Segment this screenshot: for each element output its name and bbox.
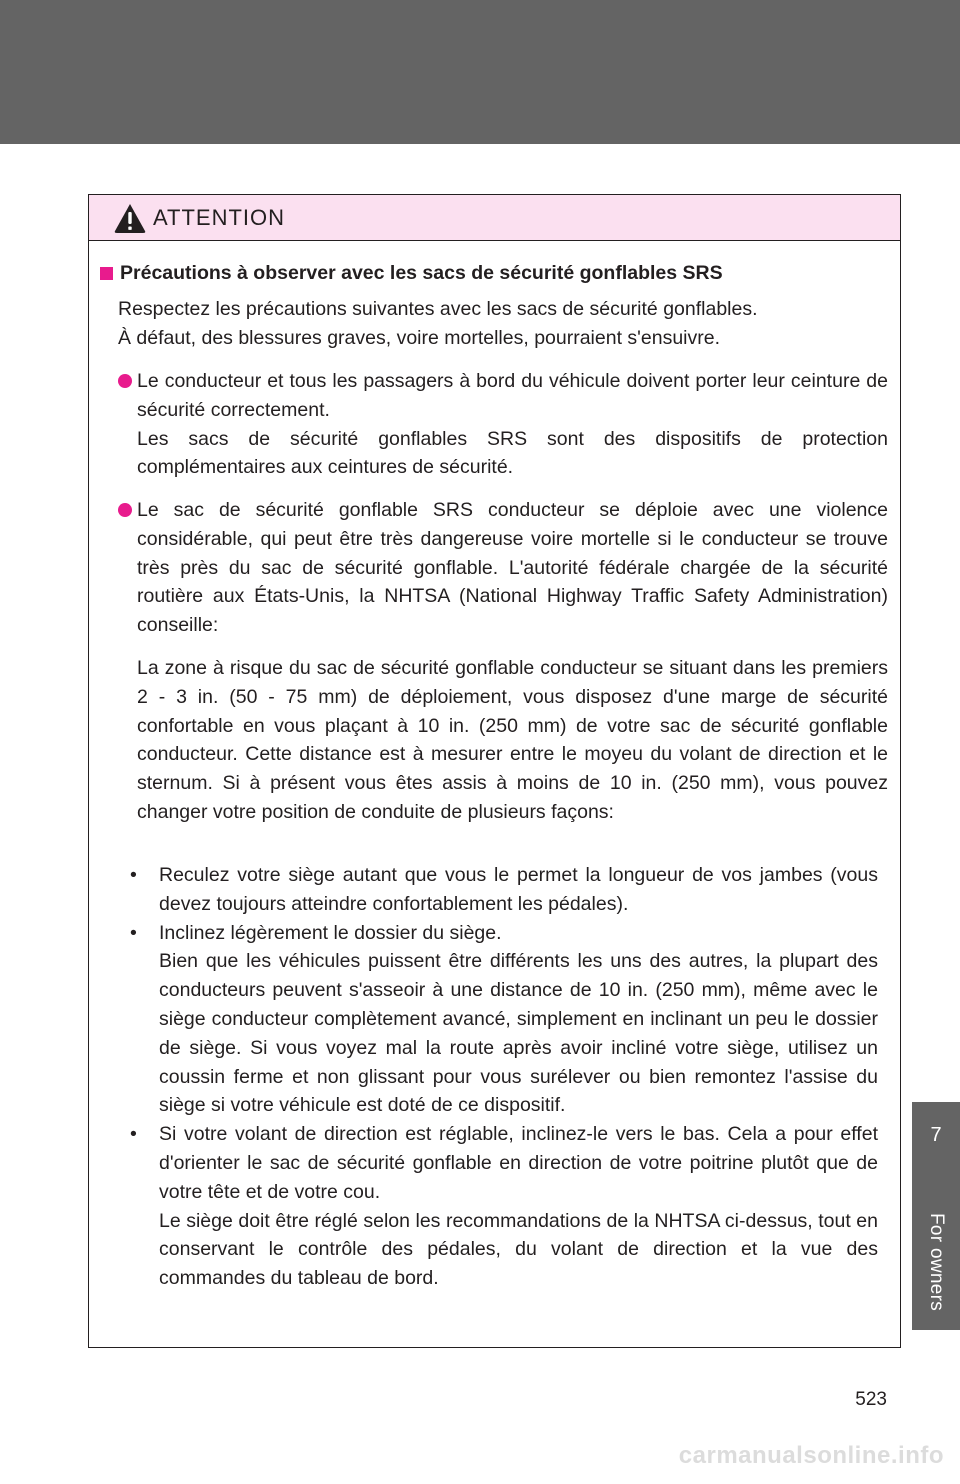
bullet-driver-airbag: [118, 496, 888, 640]
caution-box: [88, 194, 901, 1348]
bullet-text: Les sacs de sécurité gonflables SRS sont des dispositifs de protection complémentaires aux ceintures de sécurité.: [137, 427, 888, 479]
sub-item-text: Inclinez légèrement le dossier du siège.: [159, 921, 502, 944]
watermark: carmanualsonline.info: [678, 1442, 944, 1469]
intro-text: [118, 295, 888, 353]
nhtsa-advice-paragraph: La zone à risque du sac de sécurité gonflable conducteur se situant dans les premiers 2 - 3 in. (50 - 75 mm) de déploiement, vous disposez d'une marge de sécurité confortable en vous plaçant à 10 in. (250 mm) de votre sac de sécurité gonflable conducteur. Cette distance est à mesurer entre le moyeu du volant de direction et le sternum. Si à présent vous êtes assis à moins de 10 in. (250 mm), vous pouvez changer votre position de conduite de plusieurs façons:: [137, 657, 888, 823]
section-heading: [100, 259, 890, 288]
sub-list: [130, 861, 878, 1293]
square-bullet-icon: [100, 267, 113, 280]
intro-line: Respectez les précautions suivantes avec les sacs de sécurité gonflables.: [118, 298, 758, 320]
bullet-text: Le conducteur et tous les passagers à bord du véhicule doivent porter leur ceinture de sécurité correctement.: [137, 370, 888, 421]
sub-bullet: •: [130, 921, 137, 944]
bullet-text: Le sac de sécurité gonflable SRS conducteur se déploie avec une violence considérable, qui peut être très dangereuse voire mortelle si le conducteur se trouve très près du sac de sécurité gonflable. L'autorité fédérale chargée de la sécurité routière aux États-Unis, la NHTSA (National Highway Traffic Safety Administration) conseille:: [137, 499, 888, 637]
chapter-label: For owners: [926, 1212, 947, 1312]
sub-list-item: [130, 919, 878, 1121]
caution-title: ATTENTION: [153, 205, 286, 230]
page-number: 523: [855, 1389, 887, 1410]
round-bullet-icon: [118, 374, 132, 388]
warning-triangle-icon: [113, 202, 147, 234]
chapter-number: 7: [930, 1124, 942, 1146]
intro-line: À défaut, des blessures graves, voire mortelles, pourraient s'ensuivre.: [118, 326, 721, 349]
round-bullet-icon: [118, 503, 132, 517]
sub-item-text: Si votre volant de direction est réglable, inclinez-le vers le bas. Cela a pour effet d'orienter le sac de sécurité gonflable en direction de votre poitrine plutôt que de votre tête et de votre cou.: [159, 1123, 878, 1203]
sub-list-item: [130, 1120, 878, 1293]
page-header-band: [0, 0, 960, 144]
sub-item-text: Bien que les véhicules puissent être différents les uns des autres, la plupart des conducteurs peuvent s'asseoir à une distance de 10 in. (250 mm), même avec le siège conducteur complètement avancé, simplement en inclinant un peu le dossier de siège. Si vous voyez mal la route après avoir incliné votre siège, utilisez un coussin ferme et non glissant pour vous surélever ou bien remontez l'assise du siège si votre véhicule est doté de ce dispositif.: [159, 950, 878, 1117]
bullet-seatbelt: [118, 367, 888, 482]
sub-bullet: •: [130, 1123, 137, 1146]
sub-list-item: [130, 861, 878, 919]
caution-header: [89, 195, 900, 241]
sub-item-text: Le siège doit être réglé selon les recommandations de la NHTSA ci-dessus, tout en conservant le contrôle des pédales, du volant de direction et la vue des commandes du tableau de bord.: [159, 1209, 878, 1290]
chapter-side-tab[interactable]: [912, 1102, 960, 1330]
sub-bullet: •: [130, 864, 137, 886]
section-heading-text: Précautions à observer avec les sacs de sécurité gonflables SRS: [120, 262, 723, 284]
caution-content: [89, 241, 900, 1347]
sub-item-text: Reculez votre siège autant que vous le permet la longueur de vos jambes (vous devez toujours atteindre confortablement les pédales).: [159, 864, 878, 915]
